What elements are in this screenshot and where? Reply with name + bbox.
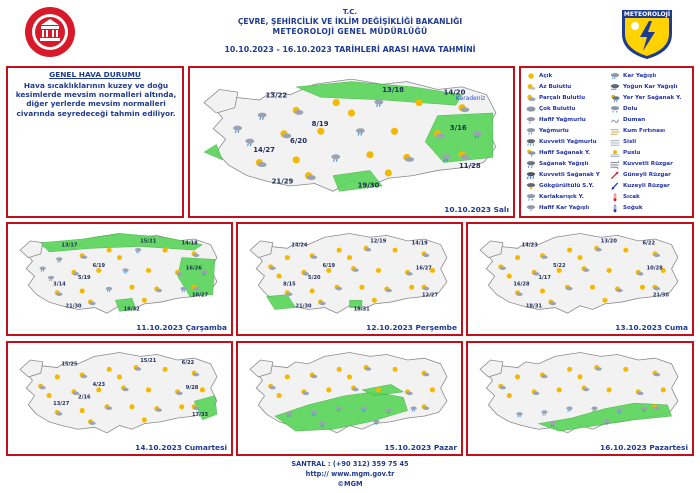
sun-icon [200,387,205,392]
general-weather-text: Hava sıcaklıklarının kuzey ve doğu kesimlerde mevsim normalleri altında, diğer yerlerde mevsim normalleri civarında seyredeceği tahmin ediliyor. [15,81,177,118]
temperature-label: 6/22 [181,359,195,366]
sun-icon [372,298,377,303]
fog-icon [609,138,621,147]
sun-icon [607,387,612,392]
temperature-label: 19/30 [357,181,380,190]
sun-icon [293,156,300,163]
sleet-icon [525,193,537,202]
turkey-map [468,343,692,454]
haze-icon [609,149,621,158]
legend-item [609,82,678,92]
heavy-shower-icon [525,171,537,180]
temperature-label: 6/20 [290,137,308,145]
temperature-label: 21/30 [652,292,669,299]
thunderstorm-icon [525,182,537,191]
sun-icon [129,404,134,409]
sun-icon [117,255,122,260]
forecast-map-day2 [6,222,233,336]
legend-item [525,104,575,114]
temperature-label: 10/27 [191,292,209,299]
map-date-label: 14.10.2023 Cumartesi [135,443,227,452]
turkey-map [190,68,513,216]
sun-icon [376,268,381,273]
sun-icon [640,285,645,290]
sun-icon [129,285,134,290]
temperature-label: 10/28 [646,265,663,272]
temperature-label: 6/22 [642,240,656,247]
legend-label: Parçalı Bulutlu [539,95,586,101]
sun-icon [507,274,512,279]
temperature-label: 16/27 [415,265,432,272]
legend-label: Hafif Kar Yağışlı [539,205,590,211]
header-directorate: METEOROLOJİ GENEL MÜDÜRLÜĞÜ [272,27,428,36]
temperature-label: 4/23 [92,382,106,389]
legend-item [525,203,589,213]
legend-item [609,115,645,125]
sun-icon [117,374,122,379]
sun-icon [415,99,422,106]
scattered-showers-icon [609,94,621,103]
sun-icon [80,408,85,413]
legend-item [609,203,643,213]
temperature-label: 14/19 [411,240,428,247]
legend-label: Kuvvetli Rüzgar [623,161,673,167]
sun-icon [80,288,85,293]
legend-item [609,170,671,180]
temperature-label: 13/27 [53,400,70,407]
sun-icon [146,387,151,392]
sun-icon [47,393,52,398]
temperature-label: 6/19 [322,262,336,269]
temperature-label: 16/26 [185,265,202,272]
general-weather-panel [6,66,184,218]
sun-icon [590,285,595,290]
legend-label: Sisli [623,139,637,145]
sun-icon [310,288,315,293]
legend-label: Hafif Yağmurlu [539,117,586,123]
sun-icon [577,374,582,379]
temperature-label: 21/30 [65,303,82,310]
header-ministry: ÇEVRE, ŞEHİRCİLİK VE İKLİM DEĞİŞİKLİĞİ BAKANLIĞI [237,17,463,26]
temperature-label: 15/25 [61,361,78,368]
temperature-label: 5/20 [308,274,321,281]
snow-icon [609,72,621,81]
meteoroloji-logo-icon [618,4,676,60]
svg-text:**: ** [611,76,616,81]
legend-item [525,93,585,103]
legend-label: Az Bulutlu [539,84,572,90]
sun-icon [602,298,607,303]
sun-icon [577,255,582,260]
temperature-label: 18/31 [353,306,370,313]
temperature-label: 11/28 [458,161,481,170]
sun-icon [366,151,373,158]
turkey-map [238,224,461,334]
legend-item [609,181,670,191]
legend-label: Duman [623,117,646,123]
temperature-label: 6/19 [92,262,106,269]
temperature-label: 1/17 [538,274,551,281]
temperature-label: 9/28 [185,385,199,392]
footer-website-link[interactable]: http:// www.mgm.gov.tr [305,470,395,478]
footer-phone: SANTRAL : (+90 312) 359 75 45 [291,460,409,468]
legend-item [525,181,594,191]
sun-icon [359,285,364,290]
legend-label: Kar Yağışlı [623,73,657,79]
cold-icon [609,204,621,213]
general-weather-title: GENEL HAVA DURUMU [49,70,141,79]
light-snow-icon [525,204,537,213]
legend-label: Çok Bulutlu [539,106,576,112]
sun-icon [163,248,168,253]
temperature-label: 8/19 [311,120,329,129]
sun-icon [107,248,112,253]
sun-icon [515,255,520,260]
forecast-map-day6 [236,341,463,456]
temperature-label: 2/16 [78,394,91,401]
sun-icon [515,374,520,379]
met-logo-text: METEOROLOJİ [623,11,671,18]
heavy-rain-icon [525,138,537,147]
sun-icon [623,367,628,372]
temperature-label: 3/16 [449,123,467,132]
legend-label: Kuzeyli Rüzgar [623,183,670,189]
sun-icon [107,367,112,372]
partly-cloudy-icon [525,94,537,103]
temperature-label: 15/21 [140,357,157,364]
legend-item [525,126,569,136]
temperature-label: 13/18 [382,86,404,95]
temperature-label: 15/21 [140,238,157,245]
header-tc: T.C. [342,8,358,16]
temperature-label: 14/24 [291,242,308,249]
sun-icon [347,374,352,379]
temperature-label: 13/20 [600,238,617,245]
map-date-label: 13.10.2023 Cuma [615,323,688,332]
cloudy-icon [525,105,537,114]
hail-icon [609,105,621,114]
legend-item [609,71,656,81]
legend-item [525,115,586,125]
light-rain-icon [525,116,537,125]
legend-label: Kuvvetli Yağmurlu [539,139,597,145]
forecast-map-day3 [236,222,463,336]
legend-item [525,71,552,81]
svg-text:***: *** [610,87,617,92]
legend-label: Yer Yer Sağanak Y. [623,95,682,101]
temperature-label: 18/32 [123,306,140,313]
temperature-label: 12/27 [421,292,439,299]
sun-icon [277,274,282,279]
shower-icon [525,160,537,169]
temperature-label: 8/15 [283,281,296,288]
legend-label: Dolu [623,106,638,112]
hot-icon [609,193,621,202]
legend-item [525,137,597,147]
temperature-label: 16/28 [513,281,530,288]
strong-wind-icon [609,160,621,169]
legend-item [609,137,636,147]
sun-icon [142,298,147,303]
turkey-map [8,343,231,454]
legend-item [609,126,665,136]
sun-icon [385,169,392,176]
sun-icon [337,248,342,253]
header-forecast-title: 10.10.2023 - 16.10.2023 TARİHLERİ ARASI HAVA TAHMİNİ [224,45,476,54]
sun-icon [277,393,282,398]
legend-label: Yağmurlu [539,128,569,134]
sun-icon [55,374,60,379]
map-date-label: 16.10.2023 Pazartesi [600,443,688,452]
temperature-label: 14/18 [181,240,198,247]
forecast-map-day1 [188,66,515,218]
legend-panel [519,66,694,218]
clear-sun-icon [525,72,537,81]
turkey-map [238,343,461,454]
forecast-map-day5 [6,341,233,456]
north-wind-arrow-icon [609,182,621,191]
light-shower-icon [525,149,537,158]
sun-icon [337,367,342,372]
sun-icon [376,387,381,392]
legend-item [525,159,588,169]
sun-icon [163,367,168,372]
temperature-label: 12/19 [370,238,387,245]
footer-copyright: ©MGM [337,480,363,488]
rain-icon [525,127,537,136]
legend-item [609,159,673,169]
temperature-label: 18/31 [525,303,542,310]
legend-label: Kuvvetli Sağanak Y [539,172,600,178]
temperature-label: 21/30 [295,303,312,310]
forecast-map-day4 [466,222,694,336]
legend-label: Soğuk [623,205,643,211]
legend-item [525,82,571,92]
temperature-label: 13/17 [61,242,78,249]
legend-item [609,104,637,114]
sun-icon [285,255,290,260]
sun-icon [179,404,184,409]
sun-icon [347,255,352,260]
legend-label: Sıcak [623,194,640,200]
south-wind-arrow-icon [609,171,621,180]
temperature-label: 17/33 [191,412,209,419]
legend-label: Puslu [623,150,641,156]
sun-icon [348,109,355,116]
legend-label: Kum Fırtınası [623,128,666,134]
sun-icon [326,387,331,392]
map-date-label: 10.10.2023 Salı [444,205,509,214]
sun-icon [393,248,398,253]
sun-icon [142,417,147,422]
legend-item [609,93,681,103]
sun-icon [285,374,290,379]
map-date-label: 12.10.2023 Perşembe [366,323,457,332]
turkey-map [468,224,692,334]
sun-icon [146,268,151,273]
sun-icon [333,99,340,106]
sun-icon [557,387,562,392]
temperature-label: 14/20 [443,88,466,97]
sun-icon [623,248,628,253]
sun-icon [391,128,398,135]
few-clouds-icon [525,83,537,92]
legend-item [609,192,640,202]
legend-item [525,148,590,158]
legend-item [609,148,640,158]
legend-label: Gökgürültülü S.Y. [539,183,594,189]
legend-label: Güneyli Rüzgar [623,172,671,178]
legend-label: Sağanak Yağışlı [539,161,589,167]
turkey-map [8,224,231,334]
sun-icon [430,387,435,392]
smoke-icon [609,116,621,125]
sea-label: Karadeniz [455,95,486,102]
forecast-map-day7 [466,341,694,456]
legend-label: Açık [539,73,553,79]
temperature-label: 5/19 [78,274,91,281]
sun-icon [317,128,324,135]
temperature-label: 5/22 [552,262,566,269]
sun-icon [567,367,572,372]
header [0,0,700,62]
temperature-label: 14/27 [253,146,275,155]
temperature-label: 13/22 [265,91,288,100]
temperature-label: 14/23 [521,242,538,249]
sun-icon [607,268,612,273]
temperature-label: 21/29 [271,177,294,186]
sun-icon [507,393,512,398]
sandstorm-icon [609,127,621,136]
sun-icon [567,248,572,253]
sun-icon [393,367,398,372]
sun-icon [540,288,545,293]
legend-label: Yoğun Kar Yağışlı [623,84,678,90]
sun-icon [409,285,414,290]
svg-text:*: * [530,208,532,213]
map-date-label: 11.10.2023 Çarşamba [136,323,227,332]
sun-icon [661,387,666,392]
legend-label: Karlakarışık Y. [539,194,584,200]
temperature-label: 3/14 [53,281,66,288]
legend-label: Hafif Sağanak Y. [539,150,591,156]
legend-item [525,170,600,180]
map-date-label: 15.10.2023 Pazar [384,443,457,452]
legend-item [525,192,584,202]
heavy-snow-icon [609,83,621,92]
